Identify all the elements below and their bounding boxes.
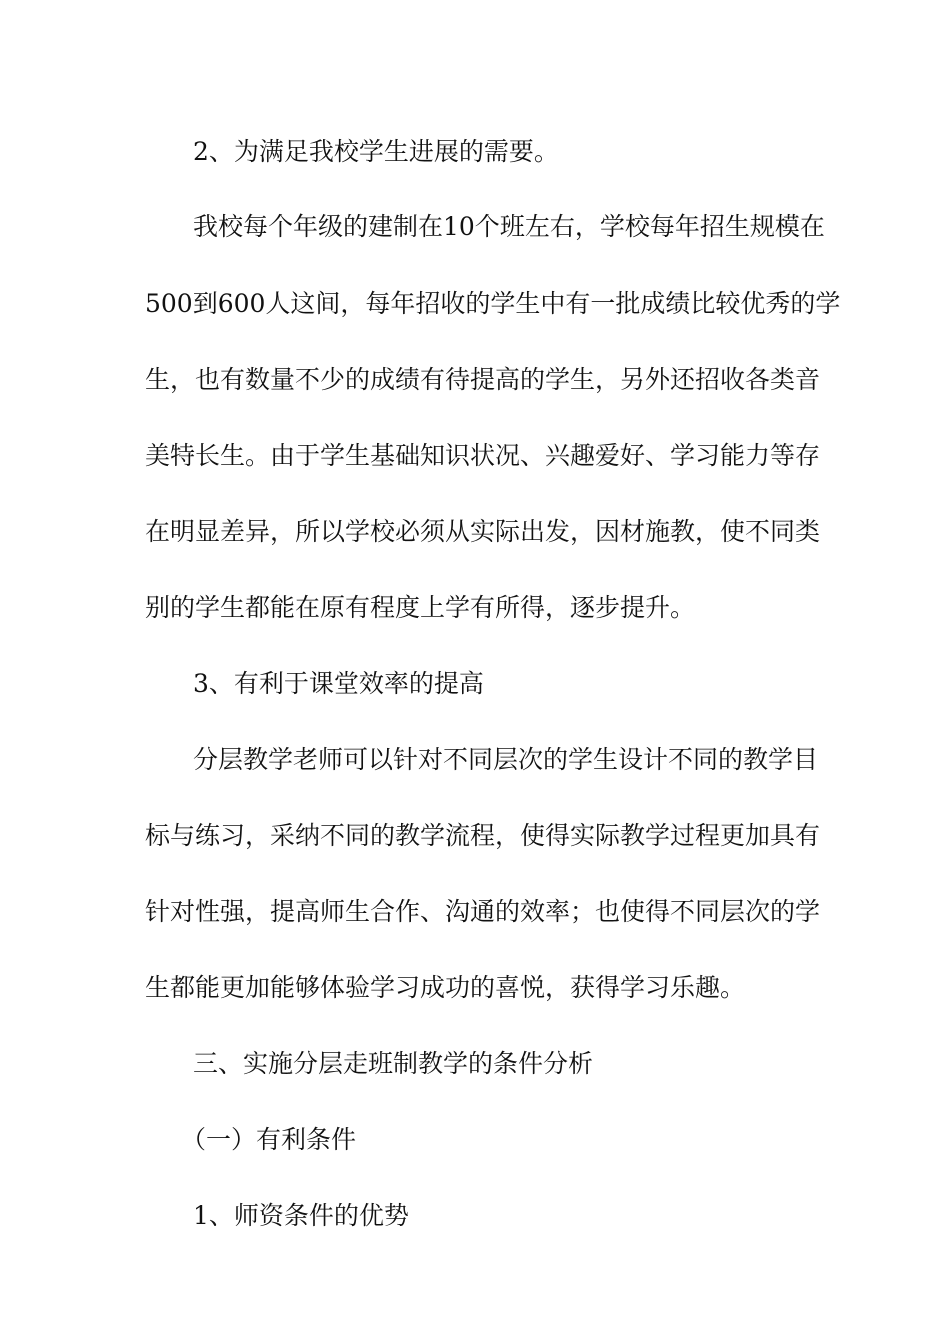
paragraph-line: 500到600人这间，每年招收的学生中有一批成绩比较优秀的学 (145, 289, 841, 318)
chapter-heading: 三、实施分层走班制教学的条件分析 (193, 1049, 594, 1078)
section-heading-2: 2、为满足我校学生进展的需要。 (193, 137, 559, 166)
paragraph-line: 生都能更加能够体验学习成功的喜悦，获得学习乐趣。 (145, 973, 746, 1002)
paragraph-line: 生，也有数量不少的成绩有待提高的学生，另外还招收各类音 (145, 365, 821, 394)
paragraph-line: 我校每个年级的建制在10个班左右，学校每年招生规模在 (193, 212, 825, 241)
paragraph-line: 在明显差异，所以学校必须从实际出发，因材施教，使不同类 (145, 517, 821, 546)
paragraph-line: 针对性强，提高师生合作、沟通的效率；也使得不同层次的学 (145, 897, 821, 926)
paragraph-line: 分层教学老师可以针对不同层次的学生设计不同的教学目 (193, 745, 819, 774)
paragraph-line: 标与练习，采纳不同的教学流程，使得实际教学过程更加具有 (145, 821, 821, 850)
paragraph-line: 别的学生都能在原有程度上学有所得，逐步提升。 (145, 593, 696, 622)
paragraph-line: 美特长生。由于学生基础知识状况、兴趣爱好、学习能力等存 (145, 441, 821, 470)
section-heading-3: 3、有利于课堂效率的提高 (193, 669, 484, 698)
item-heading: 1、师资条件的优势 (193, 1201, 409, 1230)
subsection-heading: （一）有利条件 (181, 1125, 357, 1154)
